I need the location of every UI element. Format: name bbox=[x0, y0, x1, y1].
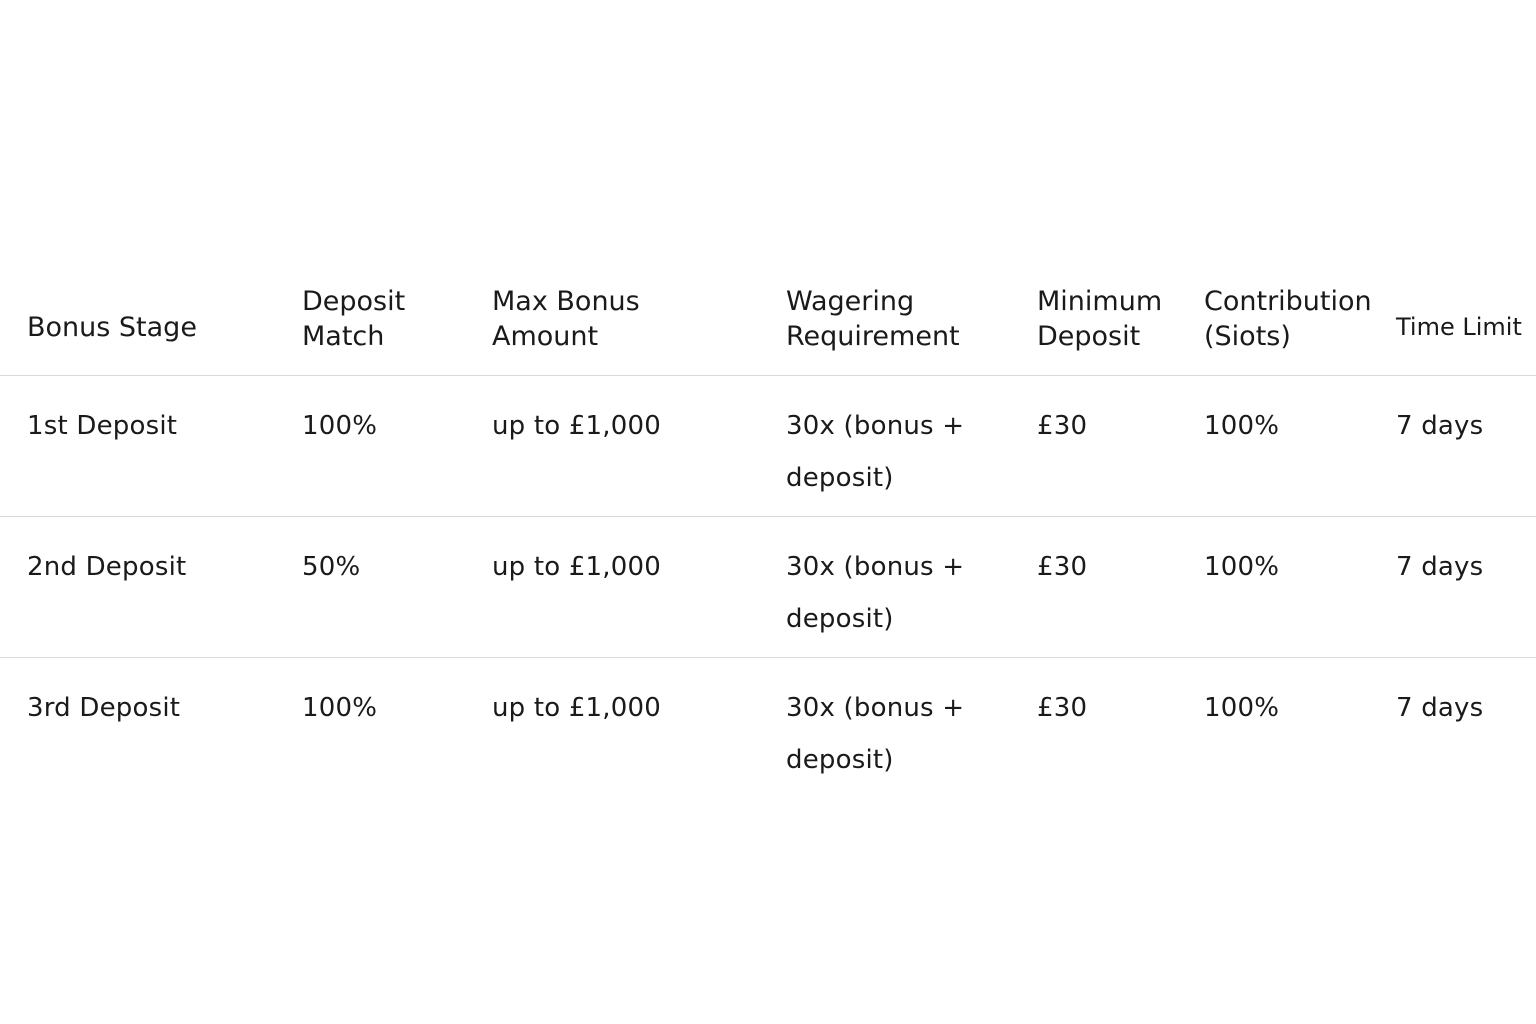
header-wagering-requirement bbox=[786, 284, 996, 354]
bonus-table bbox=[0, 270, 1536, 788]
header-line: Bonus Stage bbox=[27, 312, 197, 343]
cell-bonus-stage: 2nd Deposit bbox=[27, 552, 187, 582]
table-row bbox=[0, 658, 1536, 788]
cell-min-deposit: £30 bbox=[1037, 552, 1088, 582]
cell-min-deposit: £30 bbox=[1037, 693, 1088, 723]
header-line: Wagering bbox=[786, 286, 915, 317]
cell-max-bonus: up to £1,000 bbox=[492, 411, 661, 441]
cell-bonus-stage: 3rd Deposit bbox=[27, 693, 181, 723]
cell-deposit-match: 50% bbox=[302, 552, 361, 582]
header-line: Max Bonus bbox=[492, 286, 640, 317]
header-line: Match bbox=[302, 321, 385, 352]
cell-time-limit: 7 days bbox=[1396, 411, 1484, 441]
cell-wagering: 30x (bonus + deposit) bbox=[786, 552, 965, 634]
header-line: Time Limit bbox=[1396, 313, 1522, 341]
header-deposit-match bbox=[302, 284, 405, 354]
table-header-row bbox=[0, 270, 1536, 376]
cell-contribution: 100% bbox=[1204, 411, 1280, 441]
header-line: Amount bbox=[492, 321, 599, 352]
cell-deposit-match: 100% bbox=[302, 693, 378, 723]
cell-min-deposit: £30 bbox=[1037, 411, 1088, 441]
cell-time-limit: 7 days bbox=[1396, 552, 1484, 582]
cell-bonus-stage: 1st Deposit bbox=[27, 411, 178, 441]
cell-contribution: 100% bbox=[1204, 552, 1280, 582]
header-max-bonus-amount bbox=[492, 284, 640, 354]
cell-max-bonus: up to £1,000 bbox=[492, 693, 661, 723]
cell-wagering: 30x (bonus + deposit) bbox=[786, 693, 965, 775]
table-row bbox=[0, 376, 1536, 517]
cell-max-bonus: up to £1,000 bbox=[492, 552, 661, 582]
header-line: Deposit bbox=[1037, 321, 1141, 352]
cell-wagering: 30x (bonus + deposit) bbox=[786, 411, 965, 493]
header-line: Contribution bbox=[1204, 286, 1372, 317]
header-bonus-stage bbox=[27, 310, 197, 345]
header-contribution bbox=[1204, 284, 1372, 354]
header-line: Requirement bbox=[786, 321, 960, 352]
header-line: Deposit bbox=[302, 286, 406, 317]
header-time-limit bbox=[1396, 310, 1522, 345]
cell-time-limit: 7 days bbox=[1396, 693, 1484, 723]
cell-contribution: 100% bbox=[1204, 693, 1280, 723]
header-line: Minimum bbox=[1037, 286, 1163, 317]
header-minimum-deposit bbox=[1037, 284, 1162, 354]
table-row bbox=[0, 517, 1536, 658]
cell-deposit-match: 100% bbox=[302, 411, 378, 441]
header-line: (Siots) bbox=[1204, 321, 1291, 352]
